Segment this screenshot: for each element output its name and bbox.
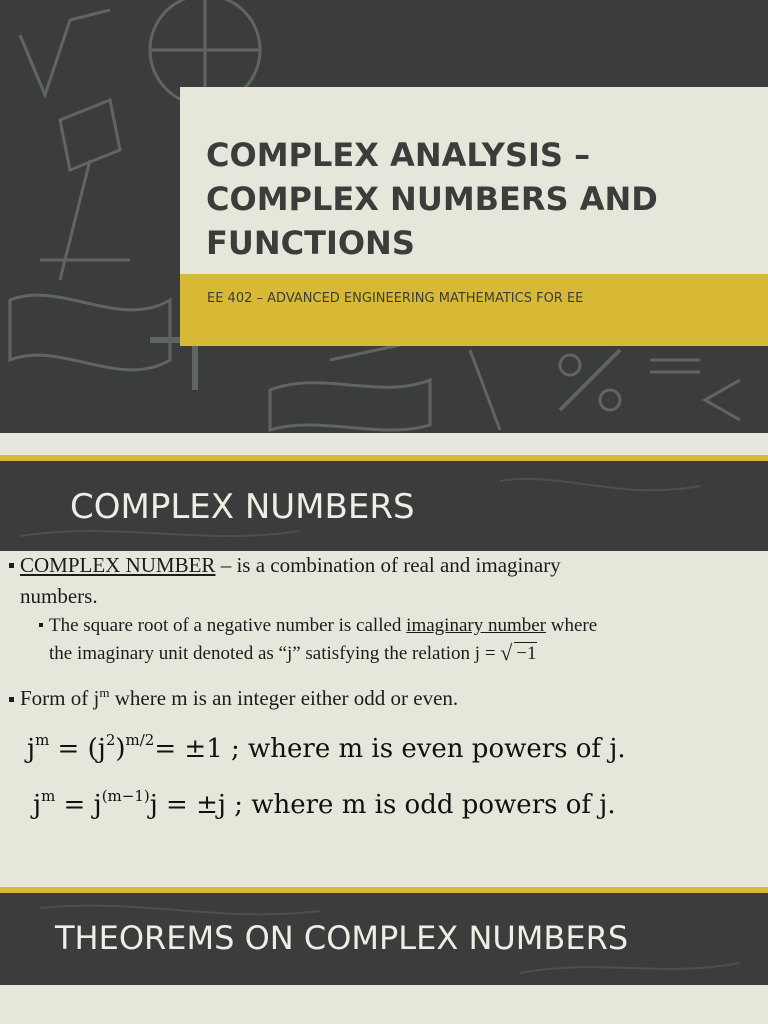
- sqrt-expression: [500, 640, 537, 665]
- title-slide: [0, 0, 768, 433]
- slide-heading: THEOREMS ON COMPLEX NUMBERS: [55, 919, 629, 957]
- eq2-exponent: m: [41, 787, 56, 805]
- definition-text: – is a combination of real and imaginary: [215, 553, 561, 577]
- imaginary-line-1: [49, 615, 597, 637]
- eq1-outer-exponent: m/2: [125, 731, 155, 749]
- imaginary-text-a: The square root of a negative number is called: [49, 615, 407, 636]
- radical-sign: √: [500, 640, 513, 665]
- form-text-a: Form of j: [20, 686, 100, 710]
- eq2-base: j: [33, 790, 42, 820]
- imaginary-relation-text: the imaginary unit denoted as “j” satisfying the relation j =: [49, 643, 501, 664]
- eq1-paren: ): [115, 734, 126, 764]
- term-imaginary-number: imaginary number: [406, 615, 546, 636]
- eq2-outer-exponent: (m−1): [101, 787, 150, 805]
- form-text-b: where m is an integer either odd or even.: [109, 686, 459, 710]
- equation-even: [27, 731, 626, 764]
- bullet-icon: [9, 563, 14, 568]
- eq2-middle: = j: [55, 790, 102, 820]
- radicand: −1: [516, 643, 537, 664]
- heading-band: [0, 893, 768, 985]
- eq1-exponent: m: [35, 731, 50, 749]
- slide-separator: [0, 433, 768, 455]
- form-superscript: m: [99, 685, 110, 700]
- slide-separator: [0, 865, 768, 887]
- equation-odd: [33, 787, 616, 820]
- definition-continuation: numbers.: [20, 584, 98, 608]
- eq1-base: j: [27, 734, 36, 764]
- slide-title: COMPLEX ANALYSIS – COMPLEX NUMBERS AND FUNCTIONS: [206, 136, 658, 262]
- eq1-result: = ±1 ; where m is even powers of j.: [154, 734, 626, 764]
- form-line: [20, 685, 458, 711]
- bullet-icon: [9, 697, 14, 702]
- slide-subtitle: EE 402 – ADVANCED ENGINEERING MATHEMATICS FOR EE: [207, 291, 584, 306]
- theorems-slide: [0, 887, 768, 1024]
- eq1-square: 2: [105, 731, 116, 749]
- sub-bullet-icon: [39, 623, 43, 627]
- slide-heading: COMPLEX NUMBERS: [70, 487, 415, 527]
- heading-band: [0, 461, 768, 551]
- eq1-middle: = (j: [49, 734, 106, 764]
- title-box: [180, 87, 768, 274]
- definition-line: [20, 553, 561, 578]
- term-complex-number: COMPLEX NUMBER: [20, 553, 216, 577]
- imaginary-line-2: [49, 640, 537, 665]
- complex-numbers-slide: [0, 455, 768, 865]
- imaginary-text-b: where: [546, 615, 598, 636]
- eq2-result: j = ±j ; where m is odd powers of j.: [149, 790, 616, 820]
- subtitle-bar: [180, 274, 768, 346]
